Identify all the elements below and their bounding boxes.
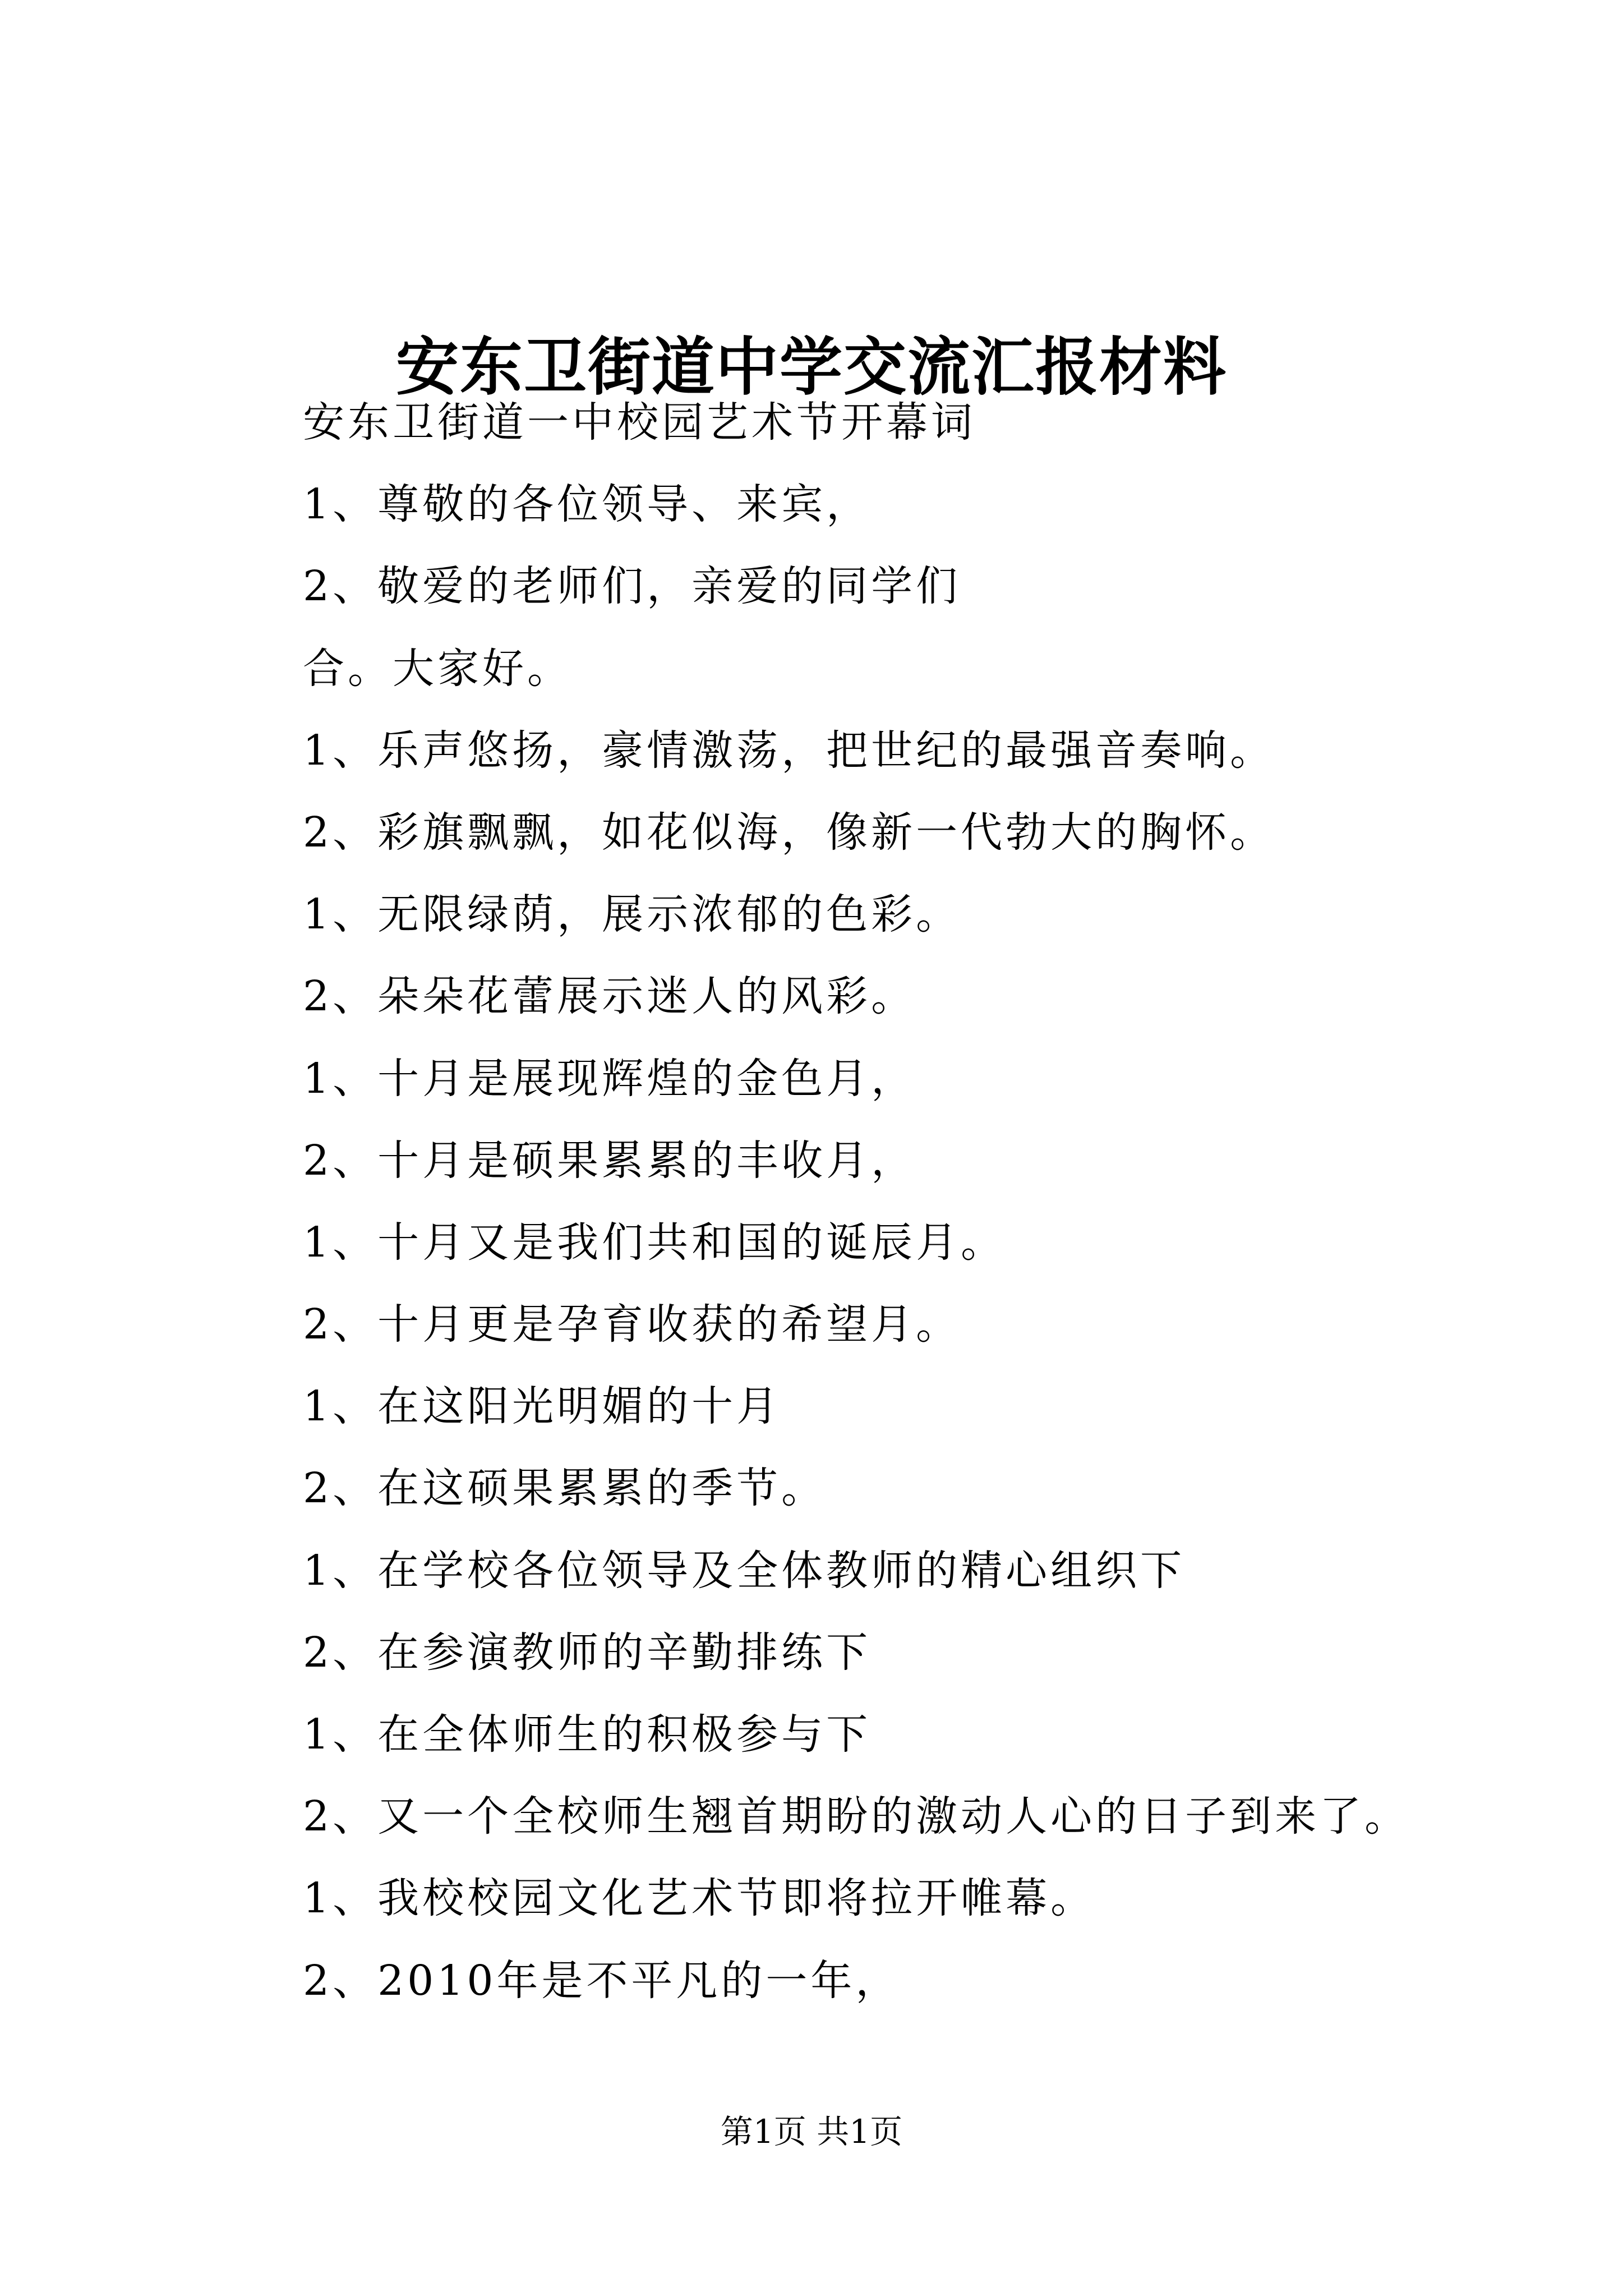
- body-line: 2、十月是硕果累累的丰收月，: [303, 1136, 916, 1185]
- document-body: [303, 381, 1559, 2022]
- body-line: 2、在参演教师的辛勤排练下: [303, 1628, 872, 1677]
- body-line: 2、十月更是孕育收获的希望月。: [303, 1300, 961, 1349]
- body-line: 1、在全体师生的积极参与下: [303, 1710, 872, 1759]
- body-line: 2、2010年是不平凡的一年，: [303, 1956, 901, 2005]
- body-line: 2、又一个全校师生翘首期盼的激动人心的日子到来了。: [303, 1792, 1410, 1841]
- body-line: 1、十月又是我们共和国的诞辰月。: [303, 1218, 1006, 1267]
- body-line: 合。大家好。: [303, 644, 572, 693]
- body-line: 2、彩旗飘飘，如花似海，像新一代勃大的胸怀。: [303, 808, 1275, 857]
- body-line: 安东卫街道一中校园艺术节开幕词: [303, 398, 976, 447]
- page-footer: 第1页 共1页: [720, 2113, 903, 2151]
- body-line: 1、乐声悠扬，豪情激荡，把世纪的最强音奏响。: [303, 726, 1275, 775]
- document-title: 安东卫街道中学交流汇报材料: [396, 330, 1227, 404]
- body-line: 2、敬爱的老师们，亲爱的同学们: [303, 562, 961, 611]
- body-line: 1、无限绿荫，展示浓郁的色彩。: [303, 890, 961, 939]
- body-line: 2、在这硕果累累的季节。: [303, 1464, 827, 1513]
- body-line: 1、在这阳光明媚的十月: [303, 1382, 782, 1431]
- body-line: 1、十月是展现辉煌的金色月，: [303, 1054, 916, 1103]
- body-line: 1、尊敬的各位领导、来宾，: [303, 480, 872, 529]
- body-line: 2、朵朵花蕾展示迷人的风彩。: [303, 972, 916, 1021]
- body-line: 1、我校校园文化艺术节即将拉开帷幕。: [303, 1874, 1096, 1923]
- body-line: 1、在学校各位领导及全体教师的精心组织下: [303, 1546, 1186, 1595]
